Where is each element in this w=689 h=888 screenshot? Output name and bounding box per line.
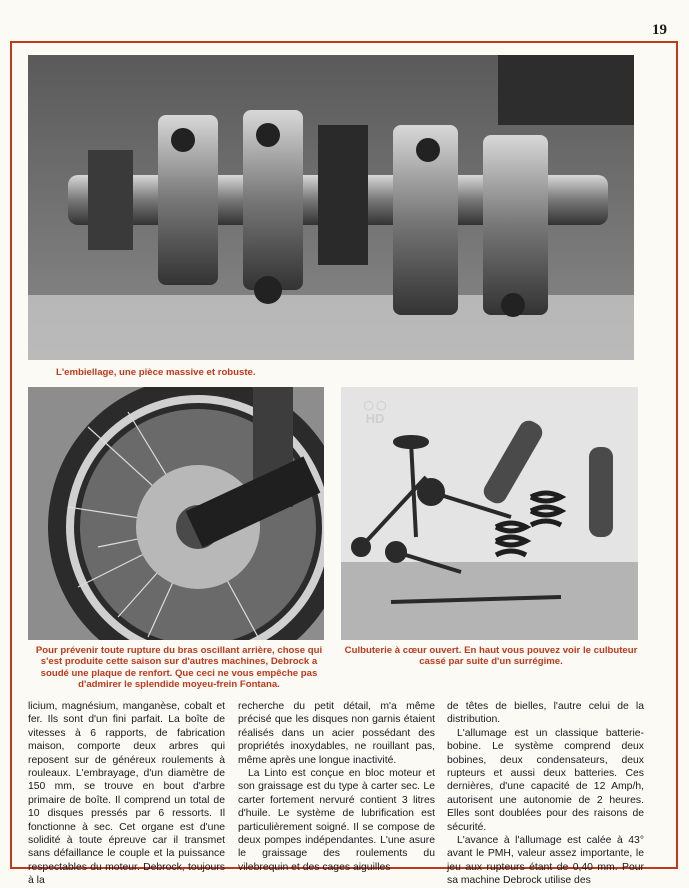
column-2-paragraph-2: La Linto est conçue en bloc moteur et son graissage est du type à carter sec. Le carter fortement nervuré contient 3 litres d'huile. Le système de lubrification est particulièrement soigné. Il se compose de deux pompes indépendantes. L'une asure le graissage des roulements du vilebrequin et des cages aiguilles [238, 768, 435, 873]
crankshaft-photo [28, 55, 634, 360]
column-3-paragraph-2: L'allumage est un classique batterie-bobine. Le système comprend deux bobines, deux condensateurs, deux rupteurs et aussi deux batteries. Ces dernières, d'une capacité de 12 Amp/h, autorisent une autonomie de 2 heures. Elles sont doublées pour des raisons de sécurité. [447, 727, 644, 833]
article-column-2 [238, 700, 435, 874]
article-column-3 [447, 700, 644, 888]
valve-caption: Culbuterie à cœur ouvert. En haut vous pouvez voir le culbuteur cassé par suite d'un surrégime. [344, 645, 638, 668]
column-3-paragraph-3: L'avance à l'allumage est calée à 43° avant le PMH, valeur assez importante, le jeu aux rupteurs étant de 0,40 mm. Pour sa machine Debrock utilise des [447, 835, 644, 887]
article-column-1 [28, 700, 225, 888]
rear-wheel-photo [28, 387, 324, 640]
page-number: 19 [652, 22, 667, 38]
column-2-paragraph-1: recherche du petit détail, m'a même précisé que les disques non garnis étaient réalisés dans un acier possédant des propriétés inoxydables, ne rouillant pas, même après une longue inactivité. [238, 701, 435, 766]
wheel-caption: Pour prévenir toute rupture du bras oscillant arrière, chose qui s'est produite cette saison sur d'autres machines, Debrock a soudé une plaque de renfort. Que ceci ne vous empêche pas d'admirer le splendide moyeu-frein Fontana. [35, 645, 323, 691]
crankshaft-caption: L'embiellage, une pièce massive et robuste. [56, 367, 256, 378]
watermark-text: HD [365, 411, 385, 426]
watermark: ◯ ◯ HD [352, 400, 398, 440]
column-1-text: licium, magnésium, manganèse, cobalt et fer. Ils sont d'un fini parfait. La boîte de vitesses à 6 rapports, de fabrication maison, comporte deux arbres qui reposent sur de généreux roulements à rouleaux. L'embrayage, d'un diamètre de 150 mm, se trouve en bout d'arbre primaire de boîte. Il comprend un total de 10 disques pressés par 6 ressorts. Il fonctionne à sec. Cet organe est d'une solidité à toute épreuve car il transmet sans défaillance le couple et la puissance respectables du moteur. Debrock, toujours à la [28, 701, 225, 887]
column-3-paragraph-1: de têtes de bielles, l'autre celui de la distribution. [447, 701, 644, 726]
